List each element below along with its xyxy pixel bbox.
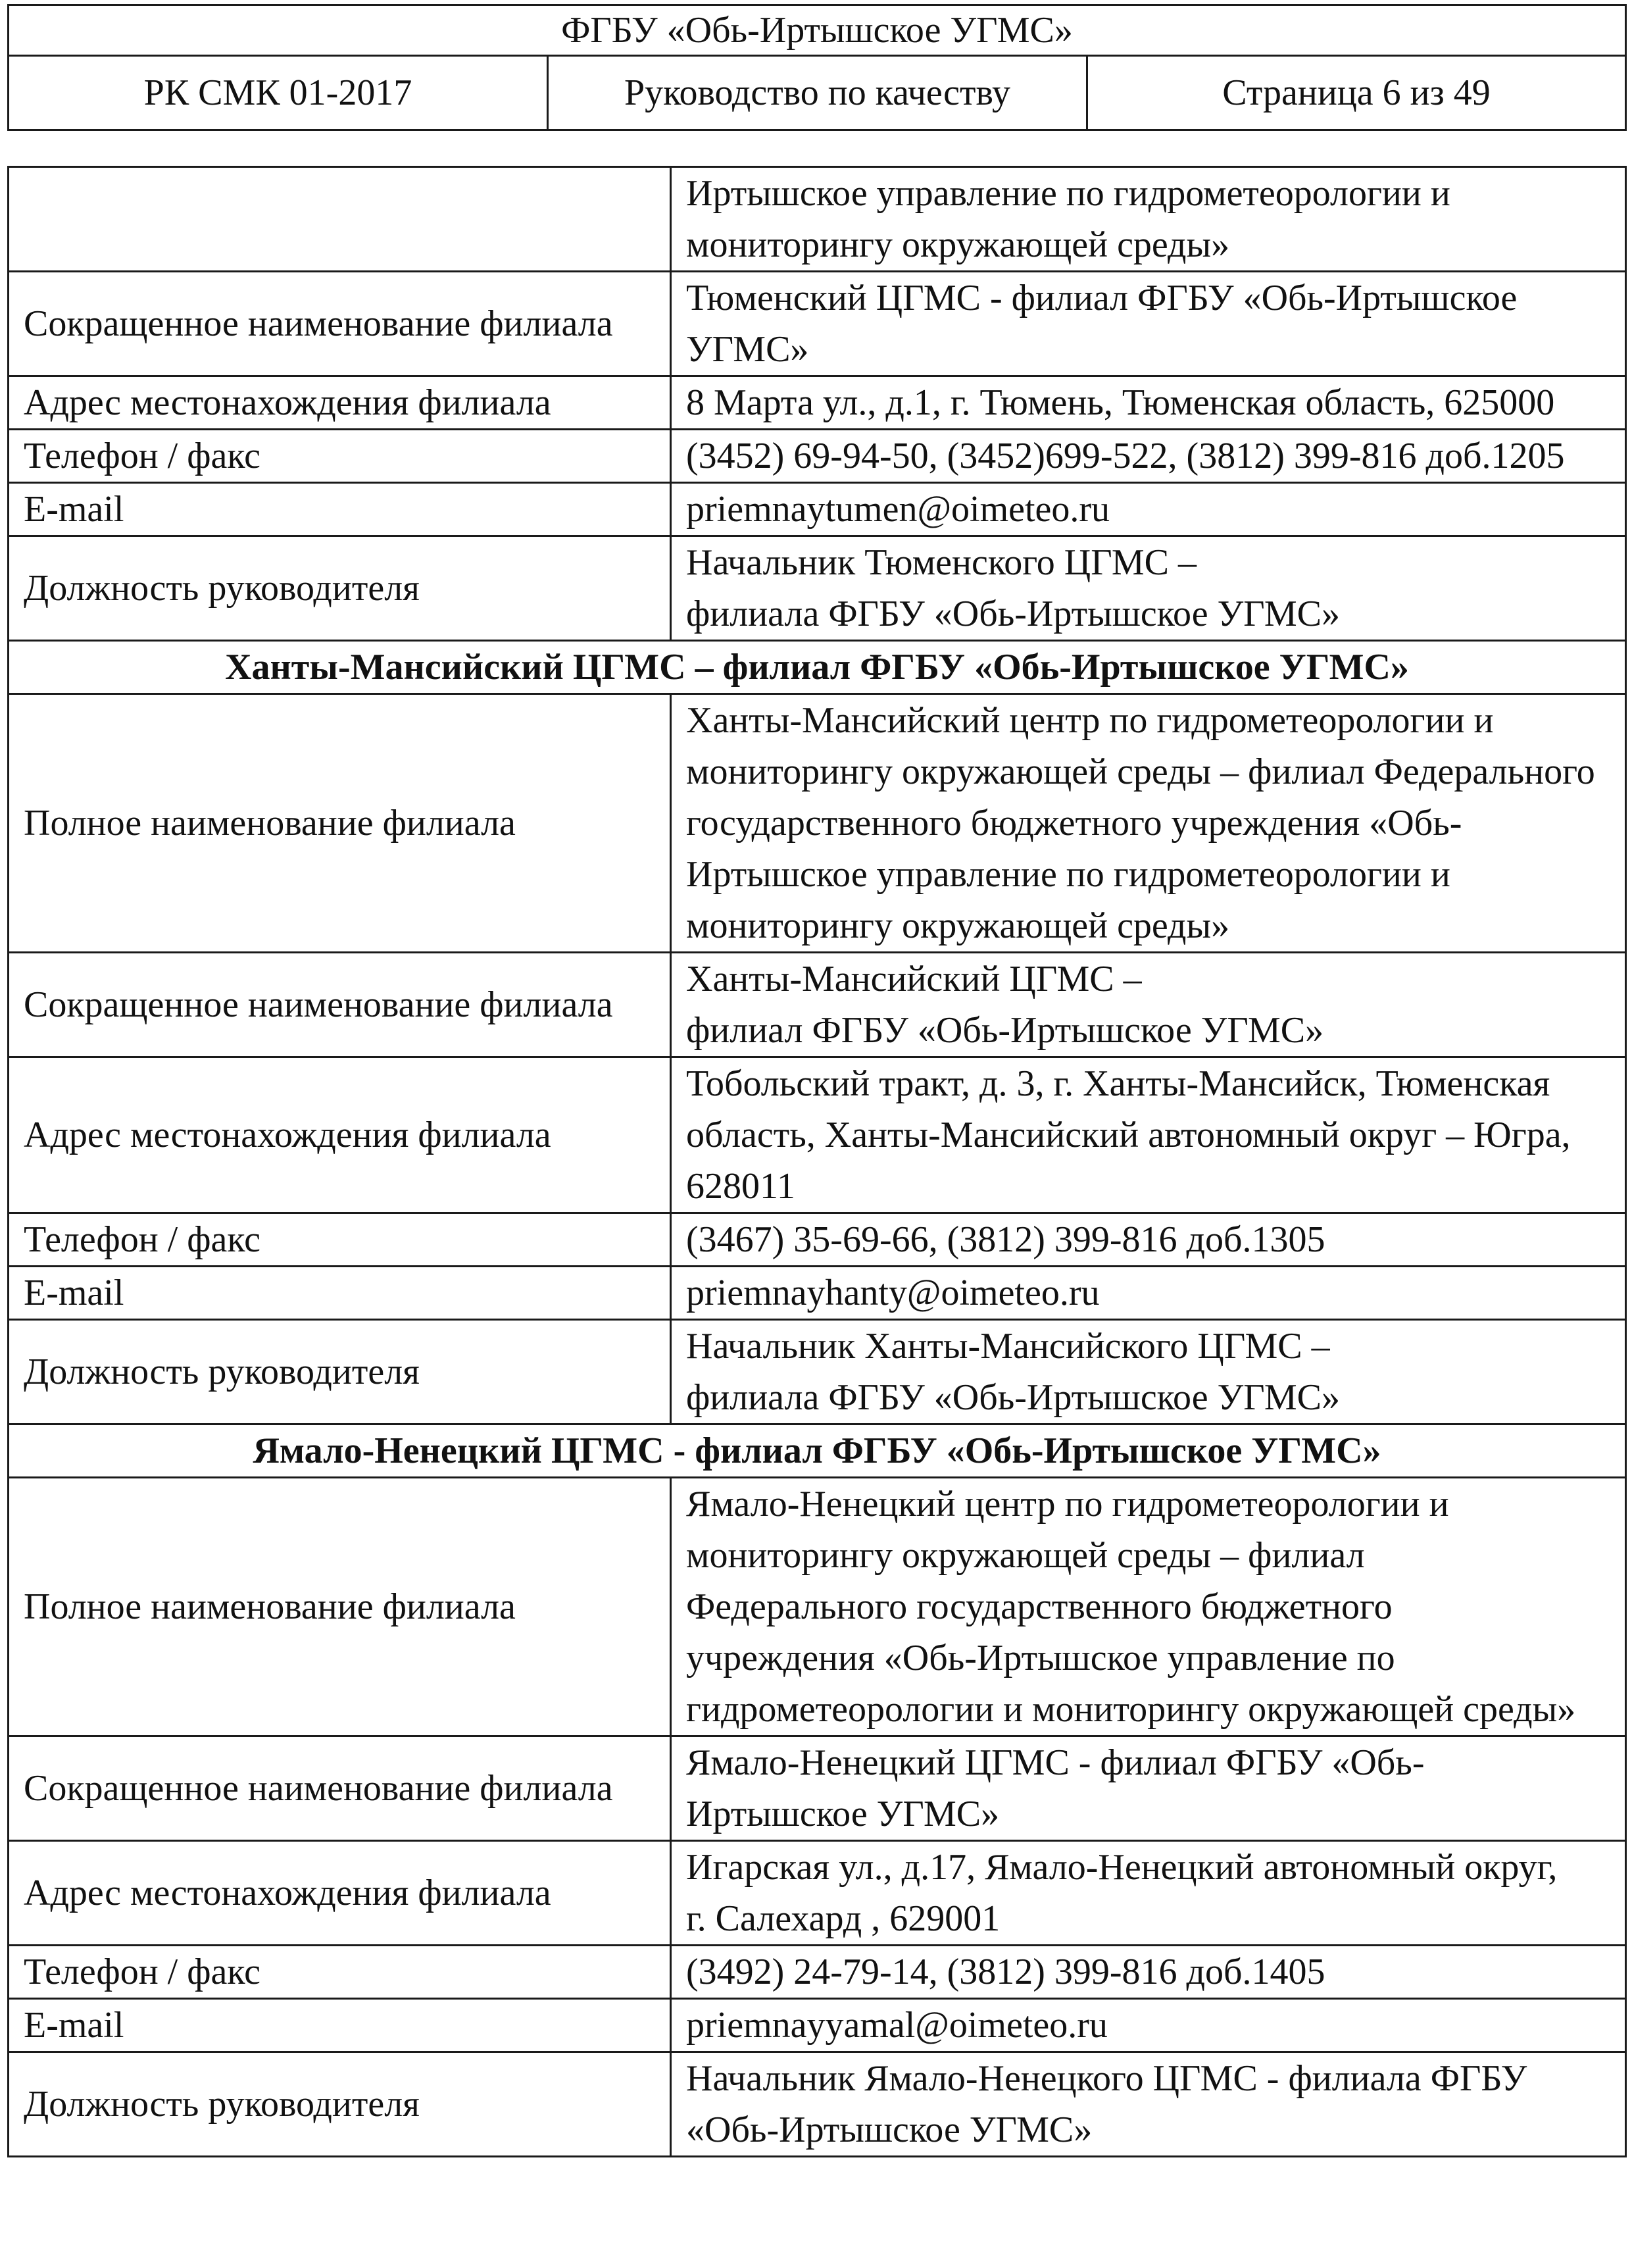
value-line: 8 Марта ул., д.1, г. Тюмень, Тюменская область, 625000	[686, 382, 1555, 423]
table-row	[9, 167, 1626, 272]
row-label: Сокращенное наименование филиала	[9, 272, 671, 376]
document-header	[7, 4, 1627, 131]
yamalo-nenets-branch-block	[9, 1424, 1626, 2157]
value-line: Ханты-Мансийский ЦГМС –	[686, 959, 1142, 999]
section-heading: Ханты-Мансийский ЦГМС – филиал ФГБУ «Обь-Иртышское УГМС»	[9, 641, 1626, 694]
table-row	[9, 1478, 1626, 1736]
value-line: область, Ханты-Мансийский автономный округ – Югра,	[686, 1115, 1571, 1155]
table-row	[9, 1946, 1626, 1999]
value-line: Ямало-Ненецкий ЦГМС - филиал ФГБУ «Обь-	[686, 1742, 1425, 1783]
value-line: Тобольский тракт, д. 3, г. Ханты-Мансийск, Тюменская	[686, 1063, 1550, 1104]
row-value	[671, 1213, 1626, 1267]
document-title: Руководство по качеству	[548, 56, 1087, 130]
value-line: мониторингу окружающей среды – филиал	[686, 1535, 1365, 1576]
table-row	[9, 1841, 1626, 1946]
value-line: филиал ФГБУ «Обь-Иртышское УГМС»	[686, 1010, 1324, 1051]
row-value	[671, 2052, 1626, 2157]
table-row	[9, 1320, 1626, 1424]
value-line: Ямало-Ненецкий центр по гидрометеорологии и	[686, 1484, 1449, 1525]
row-label: Адрес местонахождения филиала	[9, 1841, 671, 1946]
value-line: Иртышское управление по гидрометеорологии и	[686, 173, 1450, 214]
row-value	[671, 1478, 1626, 1736]
row-value	[671, 536, 1626, 641]
email-value	[671, 1999, 1626, 2052]
table-row	[9, 272, 1626, 376]
row-label: E-mail	[9, 483, 671, 536]
value-line: Иртышское УГМС»	[686, 1794, 1000, 1834]
section-heading: Ямало-Ненецкий ЦГМС - филиал ФГБУ «Обь-Иртышское УГМС»	[9, 1424, 1626, 1478]
value-line: учреждения «Обь-Иртышское управление по	[686, 1638, 1395, 1678]
value-line: Начальник Ханты-Мансийского ЦГМС –	[686, 1326, 1330, 1367]
value-line: (3492) 24-79-14, (3812) 399-816 доб.1405	[686, 1952, 1325, 1992]
row-value	[671, 694, 1626, 953]
row-value	[671, 1841, 1626, 1946]
value-line: (3452) 69-94-50, (3452)699-522, (3812) 399-816 доб.1205	[686, 436, 1565, 476]
table-row	[9, 536, 1626, 641]
table-row	[9, 376, 1626, 430]
value-line: priemnayyamal@oimeteo.ru	[686, 2005, 1108, 2046]
value-line: Федерального государственного бюджетного	[686, 1586, 1393, 1627]
value-line: мониторингу окружающей среды»	[686, 905, 1230, 946]
value-line: мониторингу окружающей среды – филиал Федерального	[686, 751, 1595, 792]
value-line: 628011	[686, 1166, 795, 1207]
value-line: УГМС»	[686, 329, 809, 370]
value-line: государственного бюджетного учреждения «Обь-	[686, 803, 1462, 844]
document-code: РК СМК 01-2017	[9, 56, 548, 130]
value-line: Игарская ул., д.17, Ямало-Ненецкий автономный округ,	[686, 1847, 1558, 1888]
row-label: Полное наименование филиала	[9, 694, 671, 953]
tyumen-branch-block	[9, 167, 1626, 641]
row-label: E-mail	[9, 1999, 671, 2052]
row-label: E-mail	[9, 1267, 671, 1320]
row-value	[671, 430, 1626, 483]
row-label: Телефон / факс	[9, 1946, 671, 1999]
row-value	[671, 1057, 1626, 1213]
table-row	[9, 1267, 1626, 1320]
row-label: Должность руководителя	[9, 1320, 671, 1424]
table-row	[9, 430, 1626, 483]
row-label: Должность руководителя	[9, 536, 671, 641]
value-line: Начальник Тюменского ЦГМС –	[686, 542, 1197, 583]
branches-table	[7, 166, 1627, 2157]
email-value	[671, 483, 1626, 536]
organization-name: ФГБУ «Обь-Иртышское УГМС»	[9, 5, 1626, 56]
table-row	[9, 1213, 1626, 1267]
table-row	[9, 1736, 1626, 1841]
full-name-continuation	[671, 167, 1626, 272]
page-number: Страница 6 из 49	[1087, 56, 1626, 130]
table-row	[9, 483, 1626, 536]
value-line: филиала ФГБУ «Обь-Иртышское УГМС»	[686, 593, 1340, 634]
value-line: priemnaytumen@oimeteo.ru	[686, 489, 1110, 530]
table-row	[9, 953, 1626, 1057]
row-value	[671, 272, 1626, 376]
value-line: Начальник Ямало-Ненецкого ЦГМС - филиала ФГБУ	[686, 2058, 1527, 2099]
row-label: Сокращенное наименование филиала	[9, 953, 671, 1057]
row-label: Сокращенное наименование филиала	[9, 1736, 671, 1841]
email-value	[671, 1267, 1626, 1320]
value-line: «Обь-Иртышское УГМС»	[686, 2109, 1093, 2150]
value-line: филиала ФГБУ «Обь-Иртышское УГМС»	[686, 1377, 1340, 1418]
value-line: Ханты-Мансийский центр по гидрометеорологии и	[686, 700, 1494, 741]
row-value	[671, 953, 1626, 1057]
value-line: г. Салехард , 629001	[686, 1898, 1001, 1939]
row-value	[671, 1320, 1626, 1424]
section-heading-row	[9, 1424, 1626, 1478]
row-label: Полное наименование филиала	[9, 1478, 671, 1736]
row-label: Адрес местонахождения филиала	[9, 376, 671, 430]
section-heading-row	[9, 641, 1626, 694]
table-row	[9, 2052, 1626, 2157]
value-line: Иртышское управление по гидрометеорологии и	[686, 854, 1450, 895]
row-label: Телефон / факс	[9, 1213, 671, 1267]
row-label: Должность руководителя	[9, 2052, 671, 2157]
row-value	[671, 376, 1626, 430]
khanty-mansiysk-branch-block	[9, 641, 1626, 1424]
value-line: Тюменский ЦГМС - филиал ФГБУ «Обь-Иртышское	[686, 278, 1518, 318]
row-value	[671, 1946, 1626, 1999]
row-label: Телефон / факс	[9, 430, 671, 483]
value-line: гидрометеорологии и мониторингу окружающей среды»	[686, 1689, 1576, 1730]
value-line: priemnayhanty@oimeteo.ru	[686, 1273, 1100, 1313]
row-value	[671, 1736, 1626, 1841]
table-row	[9, 694, 1626, 953]
table-row	[9, 1057, 1626, 1213]
row-label	[9, 167, 671, 272]
table-row	[9, 1999, 1626, 2052]
value-line: мониторингу окружающей среды»	[686, 224, 1230, 265]
row-label: Адрес местонахождения филиала	[9, 1057, 671, 1213]
value-line: (3467) 35-69-66, (3812) 399-816 доб.1305	[686, 1219, 1325, 1260]
